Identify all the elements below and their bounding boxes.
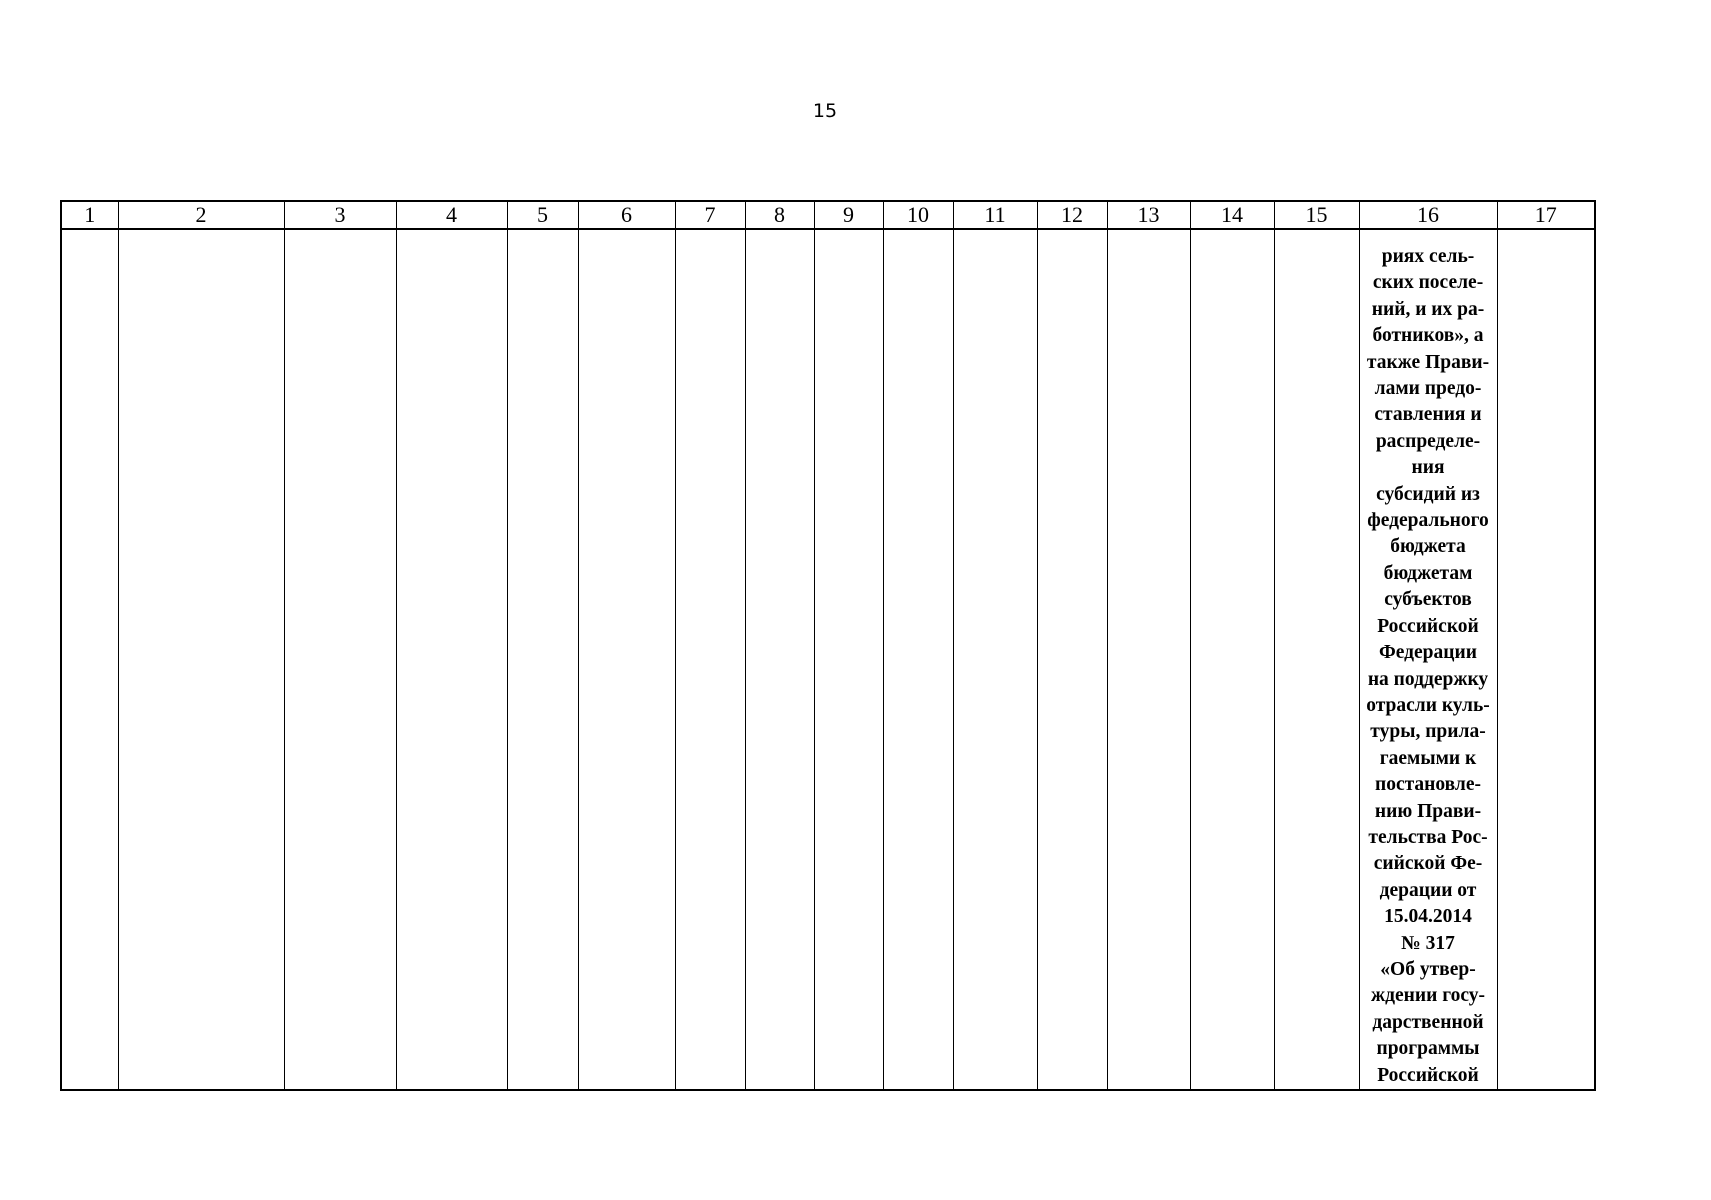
cell-col-15 bbox=[1274, 229, 1359, 1090]
text-line: отрасли куль- bbox=[1366, 694, 1490, 716]
cell-col-11 bbox=[953, 229, 1037, 1090]
col16-text bbox=[1360, 230, 1497, 1089]
text-line: ний, и их ра- bbox=[1371, 298, 1485, 320]
text-line: сийской Фе- bbox=[1373, 853, 1483, 875]
text-line: Федерации bbox=[1379, 642, 1477, 664]
cell-col-12 bbox=[1037, 229, 1107, 1090]
column-header-7: 7 bbox=[675, 201, 745, 229]
text-line: программы bbox=[1376, 1038, 1480, 1060]
column-header-1: 1 bbox=[61, 201, 118, 229]
text-line: тельства Рос- bbox=[1368, 826, 1488, 848]
column-header-15: 15 bbox=[1274, 201, 1359, 229]
text-line: риях сель- bbox=[1381, 246, 1475, 267]
text-line: Российской bbox=[1377, 615, 1479, 637]
cell-col-13 bbox=[1107, 229, 1190, 1090]
text-line: «Об утвер- bbox=[1380, 958, 1476, 980]
text-line: также Прави- bbox=[1366, 351, 1490, 373]
text-line: ставления и bbox=[1374, 404, 1482, 426]
text-line: 15.04.2014 bbox=[1384, 906, 1472, 928]
text-line: распределе- bbox=[1375, 430, 1481, 452]
cell-col-14 bbox=[1190, 229, 1274, 1090]
data-table bbox=[60, 200, 1596, 1091]
text-line: ских поселе- bbox=[1372, 272, 1484, 294]
text-line: ждении госу- bbox=[1370, 985, 1485, 1007]
page-number: 15 bbox=[812, 100, 838, 122]
header-row bbox=[61, 201, 1595, 229]
text-line: постановле- bbox=[1374, 774, 1482, 796]
text-line: бюджетам bbox=[1383, 562, 1473, 584]
cell-col-5 bbox=[507, 229, 578, 1090]
text-line: дерации от bbox=[1379, 879, 1477, 901]
text-line: дарственной bbox=[1372, 1011, 1484, 1033]
text-line: бюджета bbox=[1390, 536, 1466, 558]
cell-col-3 bbox=[284, 229, 396, 1090]
column-header-10: 10 bbox=[883, 201, 953, 229]
text-line: гаемыми к bbox=[1379, 747, 1477, 769]
cell-col-1 bbox=[61, 229, 118, 1090]
column-header-3: 3 bbox=[284, 201, 396, 229]
table-row bbox=[61, 229, 1595, 1090]
text-line: субсидий из bbox=[1376, 483, 1480, 505]
cell-col-10 bbox=[883, 229, 953, 1090]
column-header-8: 8 bbox=[745, 201, 814, 229]
cell-col-17 bbox=[1497, 229, 1595, 1090]
cell-col-6 bbox=[578, 229, 675, 1090]
text-line: на поддержку bbox=[1367, 668, 1489, 690]
column-header-2: 2 bbox=[118, 201, 284, 229]
text-line: № 317 bbox=[1401, 932, 1455, 954]
text-line: туры, прила- bbox=[1370, 721, 1486, 743]
column-header-4: 4 bbox=[396, 201, 507, 229]
column-header-13: 13 bbox=[1107, 201, 1190, 229]
cell-col-2 bbox=[118, 229, 284, 1090]
text-line: федерального bbox=[1367, 510, 1489, 532]
cell-col-8 bbox=[745, 229, 814, 1090]
column-header-6: 6 bbox=[578, 201, 675, 229]
cell-col-9 bbox=[814, 229, 883, 1090]
text-line: Российской bbox=[1377, 1064, 1479, 1086]
text-line: нию Прави- bbox=[1374, 800, 1482, 822]
text-line: ботников», а bbox=[1372, 325, 1484, 347]
column-header-17: 17 bbox=[1497, 201, 1595, 229]
text-line: лами предо- bbox=[1374, 378, 1482, 400]
text-line: субъектов bbox=[1384, 589, 1472, 611]
cell-col-7 bbox=[675, 229, 745, 1090]
column-header-16: 16 bbox=[1359, 201, 1497, 229]
text-line: ния bbox=[1411, 457, 1445, 479]
column-header-11: 11 bbox=[953, 201, 1037, 229]
column-header-14: 14 bbox=[1190, 201, 1274, 229]
column-header-5: 5 bbox=[507, 201, 578, 229]
cell-col-4 bbox=[396, 229, 507, 1090]
column-header-9: 9 bbox=[814, 201, 883, 229]
column-header-12: 12 bbox=[1037, 201, 1107, 229]
cell-col-16 bbox=[1359, 229, 1497, 1090]
